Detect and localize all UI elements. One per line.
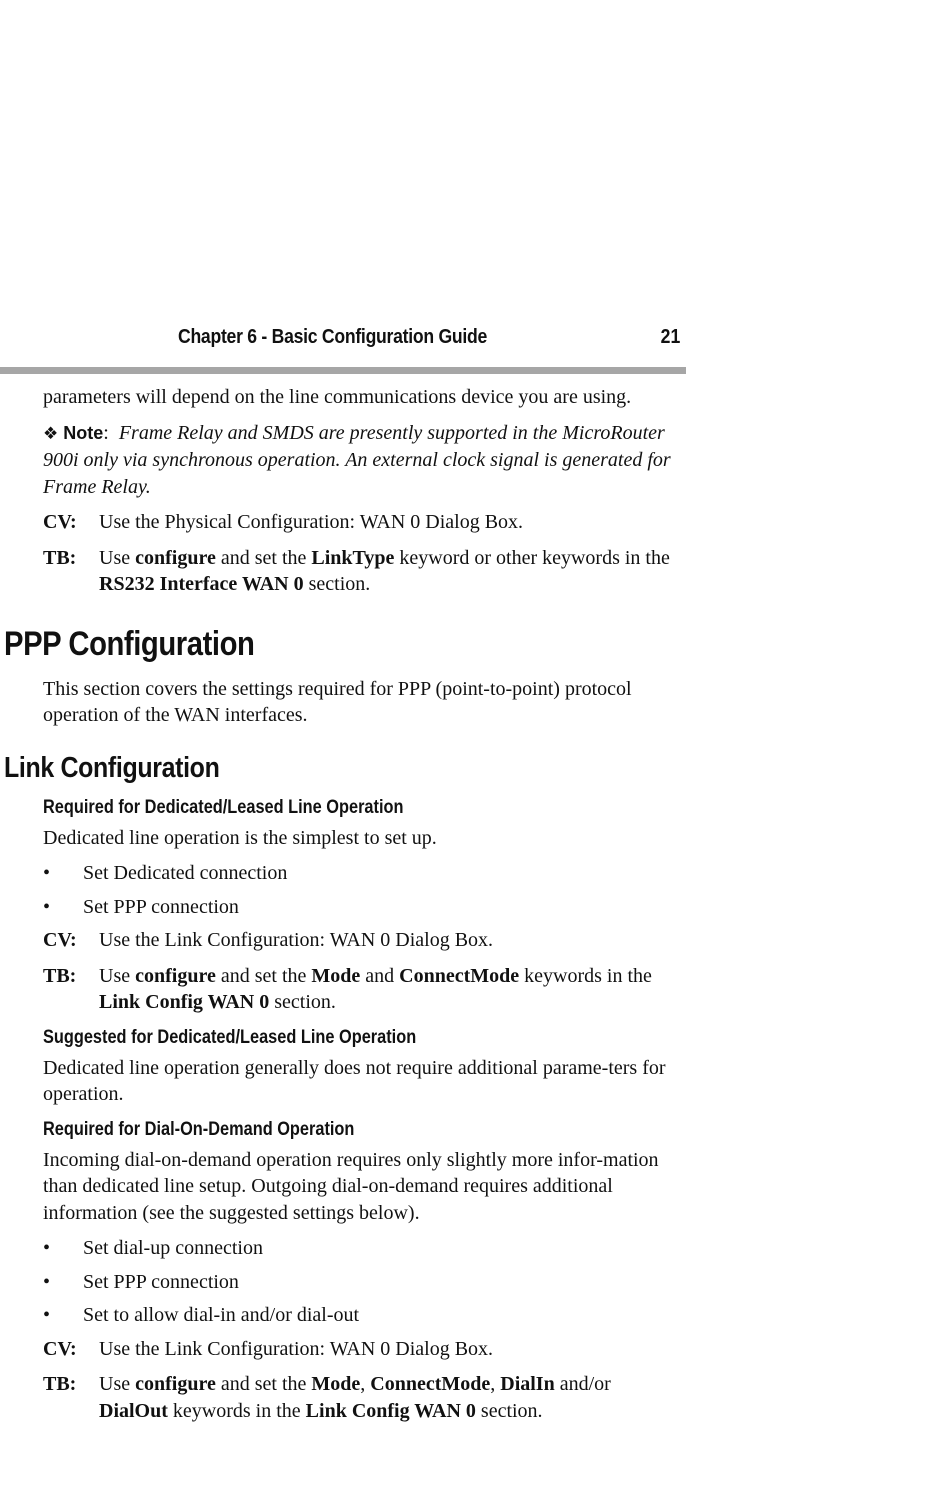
header-rule [0, 367, 686, 374]
tb-text-part: section. [475, 1399, 543, 1422]
dedicated-suggested-text: Dedicated line operation generally does not require additional parame-ters for operation. [43, 1056, 666, 1105]
tb-text [99, 545, 677, 598]
keyword-section-link-config: Link Config WAN 0 [99, 991, 270, 1013]
keyword-mode: Mode [311, 964, 361, 987]
cv-label: CV: [43, 929, 77, 951]
keyword-section-link-config: Link Config WAN 0 [305, 1399, 476, 1422]
keyword-configure: configure [135, 1373, 216, 1395]
bullet-icon: • [43, 1237, 51, 1259]
list-item-text: Set Dedicated connection [83, 862, 288, 884]
running-header [0, 326, 686, 356]
ppp-configuration-heading: PPP Configuration [4, 624, 255, 663]
tb-text-part: keywords in the [167, 1399, 306, 1422]
tb-text-part: and/or [554, 1373, 611, 1395]
note-text: Frame Relay and SMDS are presently supported in the MicroRouter 900i only via synchronous operation. An external clock signal is generated for Frame Relay. [43, 421, 671, 498]
tb-text [99, 1371, 677, 1424]
keyword-configure: configure [135, 546, 216, 569]
tb-text-part: , [360, 1373, 371, 1395]
list-item-text: Set dial-up connection [83, 1237, 263, 1259]
keyword-connectmode: ConnectMode [370, 1373, 491, 1395]
note-label: Note [63, 422, 104, 443]
list-item [43, 1269, 677, 1296]
cv-text: Use the Physical Configuration: WAN 0 Dialog Box. [99, 511, 524, 533]
tb-text-part: and set the [215, 1373, 312, 1395]
bullet-icon: • [43, 862, 51, 884]
cv-label: CV: [43, 1337, 77, 1360]
list-item-text: Set to allow dial-in and/or dial-out [83, 1304, 360, 1326]
tb-text-part: keywords in the [519, 964, 652, 987]
note-colon: : [103, 421, 109, 444]
cv-instruction [43, 1336, 677, 1363]
cv-instruction [43, 509, 677, 536]
tb-text-part: and set the [215, 546, 312, 569]
tb-text-part: and [360, 964, 400, 987]
list-item [43, 1235, 677, 1262]
continued-paragraph: parameters will depend on the line communications device you are using. [43, 386, 632, 408]
dedicated-required-heading: Required for Dedicated/Leased Line Operation [43, 796, 404, 818]
keyword-linktype: LinkType [311, 546, 395, 569]
cv-text: Use the Link Configuration: WAN 0 Dialog Box. [99, 929, 494, 951]
tb-text-part: Use [99, 546, 136, 569]
dod-required-text: Incoming dial-on-demand operation requires only slightly more infor-mation than dedicated line setup. Outgoing dial-on-demand requires additional information (see the suggested settings below). [43, 1148, 659, 1224]
tb-text-part: section. [303, 573, 371, 595]
note-paragraph [43, 420, 677, 501]
list-item-text: Set PPP connection [83, 895, 239, 918]
keyword-mode: Mode [311, 1373, 361, 1395]
tb-text-part: , [490, 1373, 501, 1395]
tb-text-part: Use [99, 1373, 136, 1395]
tb-text-part: keyword or other keywords in the [394, 546, 670, 569]
keyword-dialin: DialIn [500, 1373, 555, 1395]
list-item [43, 860, 677, 887]
keyword-configure: configure [135, 964, 216, 987]
keyword-dialout: DialOut [99, 1399, 168, 1422]
cv-text: Use the Link Configuration: WAN 0 Dialog Box. [99, 1337, 494, 1360]
list-item [43, 1302, 677, 1329]
dedicated-required-text: Dedicated line operation is the simplest to set up. [43, 826, 437, 849]
tb-text-part: section. [269, 991, 336, 1013]
bullet-icon: • [43, 895, 51, 918]
bullet-icon: • [43, 1304, 51, 1326]
list-item-text: Set PPP connection [83, 1270, 239, 1293]
ppp-description: This section covers the settings required for PPP (point-to-point) protocol operation of the WAN interfaces. [43, 677, 632, 726]
tb-text-part: Use [99, 964, 136, 987]
keyword-section-rs232: RS232 Interface WAN 0 [99, 573, 304, 595]
bullet-icon: • [43, 1270, 51, 1293]
cv-label: CV: [43, 511, 77, 533]
page-number: 21 [660, 326, 680, 348]
note-diamond-icon: ❖ [43, 423, 59, 443]
dedicated-suggested-heading: Suggested for Dedicated/Leased Line Operation [43, 1026, 417, 1048]
dod-required-heading: Required for Dial-On-Demand Operation [43, 1118, 355, 1140]
link-configuration-heading: Link Configuration [4, 751, 220, 784]
list-item [43, 894, 677, 921]
chapter-title: Chapter 6 - Basic Configuration Guide [178, 326, 488, 348]
tb-text-part: and set the [215, 964, 312, 987]
tb-instruction [43, 963, 677, 1016]
tb-label: TB: [43, 1373, 77, 1395]
tb-instruction [43, 1371, 677, 1424]
keyword-connectmode: ConnectMode [399, 964, 520, 987]
tb-text [99, 963, 677, 1016]
page-content [0, 384, 686, 1433]
tb-label: TB: [43, 546, 77, 569]
cv-instruction [43, 927, 677, 954]
tb-instruction [43, 545, 677, 598]
tb-label: TB: [43, 964, 77, 987]
